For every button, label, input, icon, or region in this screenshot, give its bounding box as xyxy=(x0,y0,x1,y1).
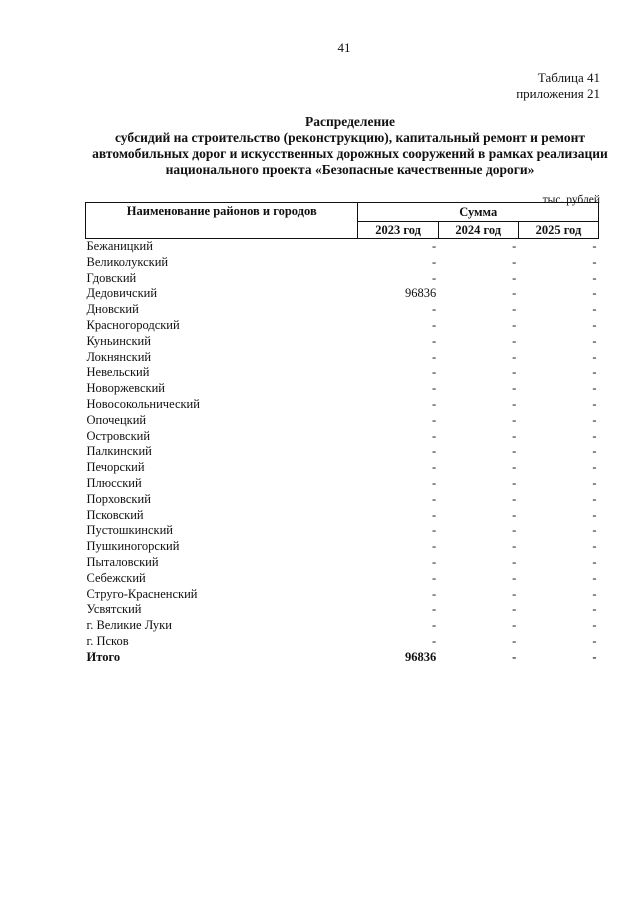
table-row xyxy=(86,365,599,381)
value-2025: - xyxy=(592,570,597,585)
value-2025: - xyxy=(592,254,597,269)
value-2023: - xyxy=(432,554,437,569)
value-2024: - xyxy=(512,428,517,443)
district-name: Пустошкинский xyxy=(86,523,173,538)
total-row xyxy=(86,650,599,666)
value-2025: - xyxy=(592,460,597,475)
value-2025: - xyxy=(592,381,597,396)
value-2024: - xyxy=(512,633,517,648)
column-header-name: Наименование районов и городов xyxy=(86,203,358,239)
value-2024: - xyxy=(512,507,517,522)
value-2024: - xyxy=(512,270,517,285)
document-heading xyxy=(70,114,630,178)
district-name: Палкинский xyxy=(86,444,152,459)
table-ref-line2: приложения 21 xyxy=(516,86,600,101)
table-row xyxy=(86,508,599,524)
table-row xyxy=(86,302,599,318)
value-2023: - xyxy=(432,270,437,285)
value-2024: - xyxy=(512,333,517,348)
value-2024: - xyxy=(512,460,517,475)
value-2025: - xyxy=(592,286,597,301)
district-name: Красногородский xyxy=(86,317,180,332)
column-header-sum: Сумма xyxy=(358,203,599,222)
page-number: 41 xyxy=(337,40,351,55)
heading-line1: Распределение xyxy=(304,114,396,129)
value-2023: - xyxy=(432,428,437,443)
table-reference xyxy=(516,70,600,102)
district-name: Локнянский xyxy=(86,349,152,364)
value-2023: 96836 xyxy=(404,286,437,301)
value-2023: - xyxy=(432,523,437,538)
district-name: Печорский xyxy=(86,460,145,475)
value-2025: - xyxy=(592,491,597,506)
table-row xyxy=(86,587,599,603)
district-name: Великолукский xyxy=(86,254,169,269)
value-2025: - xyxy=(592,239,597,253)
table-row xyxy=(86,397,599,413)
table-body xyxy=(86,239,599,666)
value-2024: - xyxy=(512,586,517,601)
value-2025: - xyxy=(592,618,597,633)
value-2023: - xyxy=(432,618,437,633)
unit-label: тыс. рублей xyxy=(542,194,600,206)
table-row xyxy=(86,413,599,429)
value-2024: - xyxy=(512,254,517,269)
column-header-2024: 2024 год xyxy=(438,222,518,239)
value-2024: - xyxy=(512,475,517,490)
table-row xyxy=(86,429,599,445)
table-row xyxy=(86,381,599,397)
table-row xyxy=(86,318,599,334)
value-2025: - xyxy=(592,270,597,285)
district-name: Бежаницкий xyxy=(86,239,153,253)
value-2025: - xyxy=(592,412,597,427)
table-row xyxy=(86,334,599,350)
value-2025: - xyxy=(592,523,597,538)
table-row xyxy=(86,350,599,366)
district-name: г. Великие Луки xyxy=(86,618,172,633)
table-row xyxy=(86,539,599,555)
district-name: Пушкиногорский xyxy=(86,539,180,554)
table-row xyxy=(86,523,599,539)
value-2024: - xyxy=(512,396,517,411)
district-name: Итого xyxy=(86,649,121,664)
value-2025: - xyxy=(592,396,597,411)
heading-line4: национального проекта «Безопасные качественные дороги» xyxy=(165,162,535,177)
district-name: Пыталовский xyxy=(86,554,159,569)
value-2023: - xyxy=(432,302,437,317)
value-2023: - xyxy=(432,491,437,506)
value-2025: - xyxy=(592,586,597,601)
value-2023: - xyxy=(432,365,437,380)
table-row xyxy=(86,618,599,634)
value-2025: - xyxy=(592,475,597,490)
district-name: Плюсский xyxy=(86,475,142,490)
value-2025: - xyxy=(592,349,597,364)
district-name: Струго-Красненский xyxy=(86,586,198,601)
district-name: г. Псков xyxy=(86,633,129,648)
table-row xyxy=(86,492,599,508)
table-row xyxy=(86,271,599,287)
district-name: Новоржевский xyxy=(86,381,165,396)
district-name: Дедовичский xyxy=(86,286,158,301)
value-2025: - xyxy=(592,444,597,459)
heading-line3: автомобильных дорог и искусственных дорожных сооружений в рамках реализации xyxy=(92,146,608,161)
table-row xyxy=(86,286,599,302)
table-row xyxy=(86,602,599,618)
value-2024: - xyxy=(512,365,517,380)
value-2024: - xyxy=(512,239,517,253)
value-2023: - xyxy=(432,317,437,332)
subsidy-table xyxy=(85,202,599,666)
value-2023: - xyxy=(432,475,437,490)
value-2023: - xyxy=(432,633,437,648)
value-2024: - xyxy=(512,286,517,301)
district-name: Дновский xyxy=(86,302,139,317)
value-2025: - xyxy=(592,633,597,648)
value-2024: - xyxy=(512,317,517,332)
value-2025: - xyxy=(592,507,597,522)
value-2024: - xyxy=(512,381,517,396)
value-2024: - xyxy=(512,349,517,364)
value-2024: - xyxy=(512,554,517,569)
district-name: Невельский xyxy=(86,365,150,380)
table-row xyxy=(86,444,599,460)
value-2023: - xyxy=(432,507,437,522)
value-2024: - xyxy=(512,539,517,554)
table-row xyxy=(86,255,599,271)
value-2025: - xyxy=(592,602,597,617)
district-name: Опочецкий xyxy=(86,412,147,427)
value-2024: - xyxy=(512,618,517,633)
value-2024: - xyxy=(512,412,517,427)
table-row xyxy=(86,476,599,492)
value-2025: - xyxy=(592,365,597,380)
district-name: Новосокольнический xyxy=(86,396,200,411)
value-2025: - xyxy=(592,554,597,569)
table-row xyxy=(86,555,599,571)
value-2024: - xyxy=(512,491,517,506)
column-header-2025: 2025 год xyxy=(518,222,598,239)
value-2023: - xyxy=(432,333,437,348)
value-2024: - xyxy=(512,570,517,585)
district-name: Порховский xyxy=(86,491,151,506)
value-2025: - xyxy=(592,317,597,332)
value-2023: - xyxy=(432,586,437,601)
value-2023: - xyxy=(432,539,437,554)
value-2025: - xyxy=(592,333,597,348)
value-2023: - xyxy=(432,412,437,427)
value-2023: - xyxy=(432,254,437,269)
value-2024: - xyxy=(512,602,517,617)
value-2023: - xyxy=(432,396,437,411)
table-row xyxy=(86,571,599,587)
value-2024: - xyxy=(512,302,517,317)
district-name: Усвятский xyxy=(86,602,142,617)
district-name: Себежский xyxy=(86,570,146,585)
value-2023: - xyxy=(432,349,437,364)
district-name: Куньинский xyxy=(86,333,151,348)
value-2025: - xyxy=(592,302,597,317)
table-row xyxy=(86,460,599,476)
value-2023: - xyxy=(432,444,437,459)
value-2023: 96836 xyxy=(404,649,437,664)
district-name: Гдовский xyxy=(86,270,137,285)
value-2023: - xyxy=(432,570,437,585)
heading-line2: субсидий на строительство (реконструкцию), капитальный ремонт и ремонт xyxy=(114,130,585,145)
value-2025: - xyxy=(592,649,597,664)
table-row xyxy=(86,634,599,650)
value-2025: - xyxy=(592,428,597,443)
value-2024: - xyxy=(512,444,517,459)
table-row xyxy=(86,239,599,255)
district-name: Псковский xyxy=(86,507,144,522)
value-2024: - xyxy=(512,649,517,664)
value-2024: - xyxy=(512,523,517,538)
value-2025: - xyxy=(592,539,597,554)
value-2023: - xyxy=(432,460,437,475)
district-name: Островский xyxy=(86,428,151,443)
value-2023: - xyxy=(432,602,437,617)
value-2023: - xyxy=(432,381,437,396)
value-2023: - xyxy=(432,239,437,253)
column-header-2023: 2023 год xyxy=(358,222,438,239)
table-ref-line1: Таблица 41 xyxy=(537,70,600,85)
